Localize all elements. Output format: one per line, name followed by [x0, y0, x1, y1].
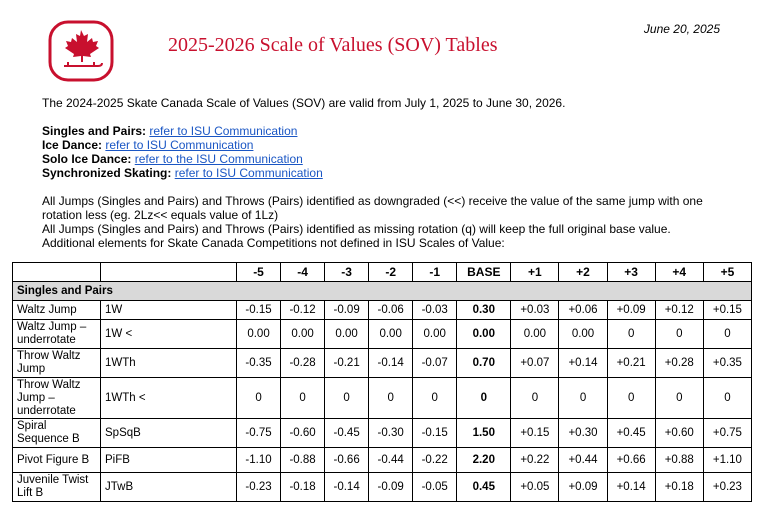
link-row-ice-dance — [42, 138, 323, 152]
goe-value: 0 — [655, 320, 703, 349]
element-code: SpSqB — [101, 419, 237, 448]
isu-communication-link[interactable]: refer to ISU Communication — [105, 138, 254, 152]
reference-links — [42, 124, 323, 180]
goe-value: 0 — [607, 320, 655, 349]
goe-value: -0.23 — [237, 473, 281, 502]
goe-value: 0.00 — [413, 320, 457, 349]
element-code: 1WTh — [101, 349, 237, 378]
table-row — [13, 419, 752, 448]
link-label: Solo Ice Dance: — [42, 152, 132, 166]
goe-value: -0.07 — [413, 349, 457, 378]
base-value: 0.30 — [457, 301, 511, 320]
element-name: Waltz Jump – underrotate — [13, 320, 101, 349]
goe-value: -0.15 — [413, 419, 457, 448]
goe-value: -0.35 — [237, 349, 281, 378]
header-cell: +2 — [559, 263, 607, 282]
goe-value: 0.00 — [237, 320, 281, 349]
goe-value: +0.28 — [655, 349, 703, 378]
goe-value: +0.18 — [655, 473, 703, 502]
goe-value: 0 — [655, 378, 703, 419]
table-row — [13, 349, 752, 378]
goe-value: -0.15 — [237, 301, 281, 320]
table-row — [13, 448, 752, 473]
goe-value: +0.09 — [559, 473, 607, 502]
base-value: 0.45 — [457, 473, 511, 502]
goe-value: -0.75 — [237, 419, 281, 448]
goe-value: -0.18 — [281, 473, 325, 502]
goe-value: -0.05 — [413, 473, 457, 502]
goe-value: 0 — [325, 378, 369, 419]
goe-value: 0 — [413, 378, 457, 419]
goe-value: -0.03 — [413, 301, 457, 320]
isu-communication-link[interactable]: refer to ISU Communication — [174, 166, 323, 180]
element-code: 1WTh < — [101, 378, 237, 419]
header-cell: -5 — [237, 263, 281, 282]
goe-value: -0.66 — [325, 448, 369, 473]
goe-value: +0.12 — [655, 301, 703, 320]
section-row — [13, 282, 752, 301]
goe-value: -0.14 — [369, 349, 413, 378]
goe-value: +0.75 — [703, 419, 751, 448]
header-cell: +5 — [703, 263, 751, 282]
goe-value: +0.15 — [511, 419, 559, 448]
goe-value: +0.23 — [703, 473, 751, 502]
goe-value: 0.00 — [559, 320, 607, 349]
goe-value: +0.03 — [511, 301, 559, 320]
element-code: 1W < — [101, 320, 237, 349]
link-label: Ice Dance: — [42, 138, 103, 152]
goe-value: 0.00 — [511, 320, 559, 349]
header-cell: +1 — [511, 263, 559, 282]
goe-value: -0.12 — [281, 301, 325, 320]
goe-value: +0.05 — [511, 473, 559, 502]
table-row — [13, 320, 752, 349]
goe-value: +0.07 — [511, 349, 559, 378]
link-label: Synchronized Skating: — [42, 166, 172, 180]
goe-value: +0.30 — [559, 419, 607, 448]
skate-canada-logo-icon — [40, 18, 122, 84]
sov-table — [12, 262, 752, 502]
element-code: 1W — [101, 301, 237, 320]
goe-value: +0.22 — [511, 448, 559, 473]
page-title: 2025-2026 Scale of Values (SOV) Tables — [168, 34, 498, 56]
element-name: Waltz Jump — [13, 301, 101, 320]
header-cell: +4 — [655, 263, 703, 282]
goe-value: +0.14 — [607, 473, 655, 502]
note-additional-elements: Additional elements for Skate Canada Competitions not defined in ISU Scales of Value: — [42, 236, 505, 250]
notes — [42, 194, 742, 250]
goe-value: -0.14 — [325, 473, 369, 502]
goe-value: 0 — [369, 378, 413, 419]
base-value: 0 — [457, 378, 511, 419]
goe-value: +0.14 — [559, 349, 607, 378]
link-row-solo-ice-dance — [42, 152, 323, 166]
goe-value: 0.00 — [369, 320, 413, 349]
element-name: Spiral Sequence B — [13, 419, 101, 448]
goe-value: -0.88 — [281, 448, 325, 473]
goe-value: +1.10 — [703, 448, 751, 473]
table-row — [13, 378, 752, 419]
goe-value: 0 — [237, 378, 281, 419]
header-cell: -1 — [413, 263, 457, 282]
goe-value: -0.09 — [325, 301, 369, 320]
goe-value: 0 — [559, 378, 607, 419]
isu-communication-link[interactable]: refer to ISU Communication — [149, 124, 298, 138]
goe-value: 0.00 — [325, 320, 369, 349]
base-value: 1.50 — [457, 419, 511, 448]
element-name: Throw Waltz Jump – underrotate — [13, 378, 101, 419]
table-header-row — [13, 263, 752, 282]
note-missing-rotation: All Jumps (Singles and Pairs) and Throws (Pairs) identified as missing rotation (q) will keep the full original base value. — [42, 222, 671, 236]
base-value: 2.20 — [457, 448, 511, 473]
goe-value: +0.35 — [703, 349, 751, 378]
element-code: JTwB — [101, 473, 237, 502]
element-name: Throw Waltz Jump — [13, 349, 101, 378]
intro-text: The 2024-2025 Skate Canada Scale of Values (SOV) are valid from July 1, 2025 to June 30, 2026. — [42, 96, 566, 110]
goe-value: 0 — [703, 378, 751, 419]
goe-value: -0.06 — [369, 301, 413, 320]
goe-value: -0.21 — [325, 349, 369, 378]
link-row-synchronized-skating — [42, 166, 323, 180]
goe-value: +0.60 — [655, 419, 703, 448]
goe-value: +0.88 — [655, 448, 703, 473]
section-label: Singles and Pairs — [13, 282, 752, 301]
header-date: June 20, 2025 — [643, 22, 720, 36]
goe-value: -0.22 — [413, 448, 457, 473]
goe-value: -0.30 — [369, 419, 413, 448]
element-name: Pivot Figure B — [13, 448, 101, 473]
element-code: PiFB — [101, 448, 237, 473]
goe-value: 0 — [703, 320, 751, 349]
goe-value: -1.10 — [237, 448, 281, 473]
goe-value: -0.60 — [281, 419, 325, 448]
goe-value: 0 — [607, 378, 655, 419]
link-label: Singles and Pairs: — [42, 124, 147, 138]
goe-value: +0.66 — [607, 448, 655, 473]
goe-value: +0.06 — [559, 301, 607, 320]
base-value: 0.70 — [457, 349, 511, 378]
note-downgraded: All Jumps (Singles and Pairs) and Throws (Pairs) identified as downgraded (<<) receive the value of the same jump with one rotation less (eg. 2Lz<< equals value of 1Lz) — [42, 194, 703, 222]
base-value: 0.00 — [457, 320, 511, 349]
goe-value: +0.21 — [607, 349, 655, 378]
goe-value: -0.28 — [281, 349, 325, 378]
goe-value: -0.44 — [369, 448, 413, 473]
link-row-singles-pairs — [42, 124, 323, 138]
table-row — [13, 301, 752, 320]
goe-value: +0.09 — [607, 301, 655, 320]
header-cell: -3 — [325, 263, 369, 282]
element-name: Juvenile Twist Lift B — [13, 473, 101, 502]
header-cell: -2 — [369, 263, 413, 282]
header-cell — [13, 263, 101, 282]
goe-value: 0 — [511, 378, 559, 419]
table-row — [13, 473, 752, 502]
goe-value: +0.15 — [703, 301, 751, 320]
isu-communication-link[interactable]: refer to the ISU Communication — [134, 152, 303, 166]
header-cell — [101, 263, 237, 282]
header-cell: BASE — [457, 263, 511, 282]
goe-value: -0.45 — [325, 419, 369, 448]
goe-value: +0.45 — [607, 419, 655, 448]
goe-value: 0.00 — [281, 320, 325, 349]
header-cell: -4 — [281, 263, 325, 282]
header-cell: +3 — [607, 263, 655, 282]
goe-value: 0 — [281, 378, 325, 419]
goe-value: -0.09 — [369, 473, 413, 502]
goe-value: +0.44 — [559, 448, 607, 473]
